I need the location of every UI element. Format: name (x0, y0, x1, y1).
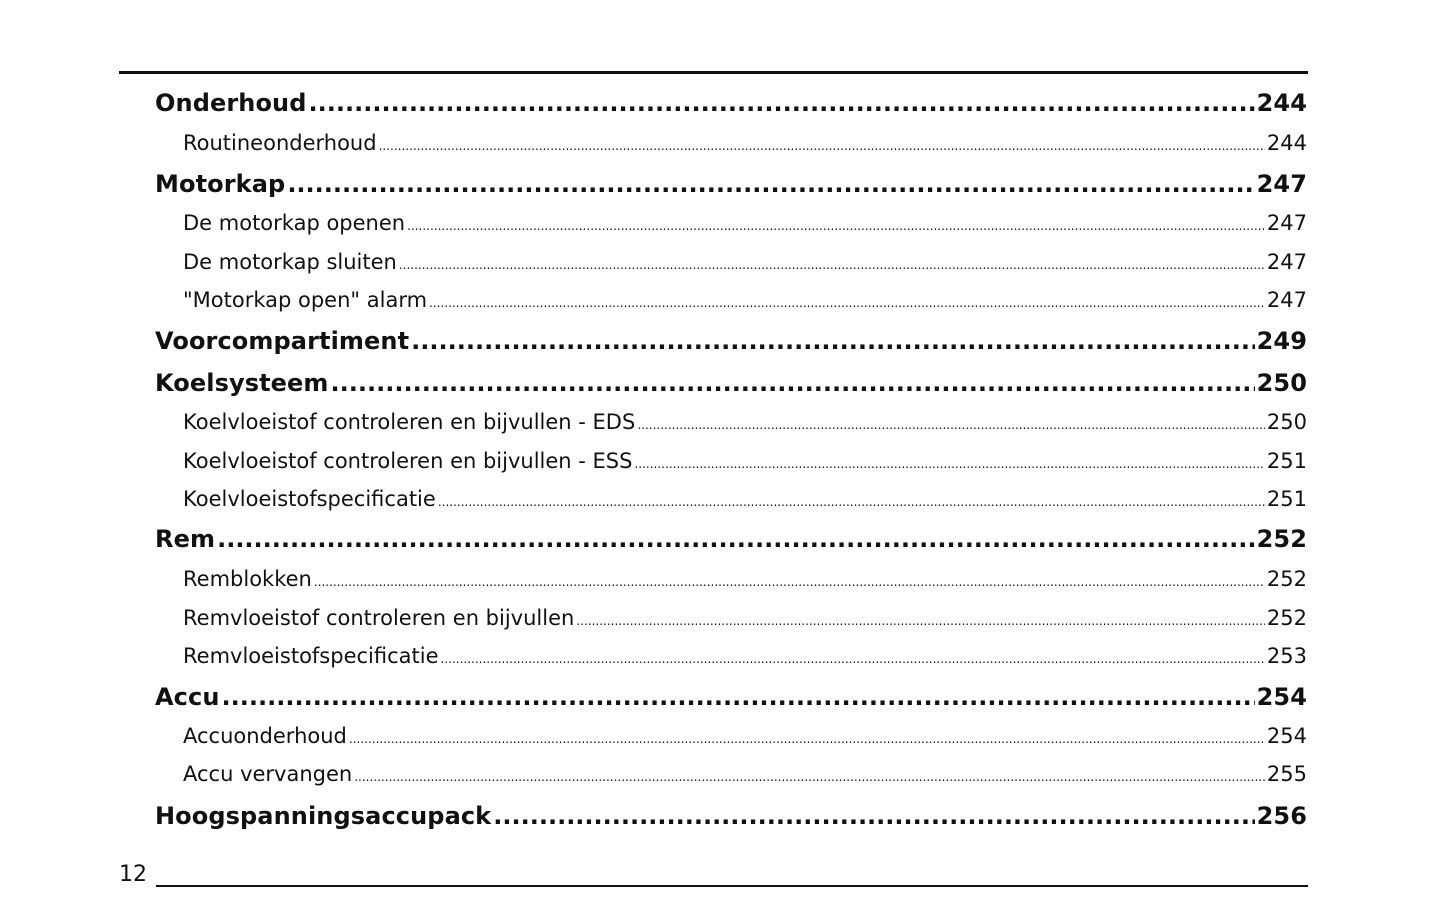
toc-dot-leader (493, 802, 1254, 830)
toc-dot-leader (407, 219, 1265, 233)
toc-dot-leader (438, 495, 1265, 509)
toc-entry-remvloeistof[interactable] (183, 606, 1307, 630)
toc-dot-leader (354, 770, 1265, 784)
toc-dot-leader (331, 369, 1255, 397)
toc-entry-hoogspanningsaccupack[interactable] (155, 802, 1307, 830)
page-number: 12 (119, 862, 147, 887)
toc-entry-title: Koelvloeistof controleren en bijvullen - EDS (183, 410, 636, 434)
toc-entry-page: 254 (1256, 683, 1307, 711)
toc-entry-page: 244 (1256, 89, 1307, 117)
toc-entry-page: 251 (1266, 487, 1307, 511)
toc-entry-page: 249 (1256, 327, 1307, 355)
page-footer (119, 862, 1308, 892)
toc-entry-page: 254 (1266, 724, 1307, 748)
toc-entry-title: Accu (155, 683, 220, 711)
toc-entry-title: Accuonderhoud (183, 724, 347, 748)
toc-dot-leader (217, 525, 1255, 553)
toc-entry-rem[interactable] (155, 525, 1307, 553)
toc-entry-page: 256 (1256, 802, 1307, 830)
toc-entry-page: 253 (1266, 644, 1307, 668)
toc-entry-title: Motorkap (155, 170, 286, 198)
toc-entry-title: De motorkap sluiten (183, 250, 397, 274)
toc-entry-title: Remblokken (183, 567, 312, 591)
toc-dot-leader (637, 418, 1265, 432)
toc-entry-page: 252 (1256, 525, 1307, 553)
toc-entry-title: "Motorkap open" alarm (183, 288, 428, 312)
toc-entry-title: Voorcompartiment (155, 327, 410, 355)
toc-entry-motorkap-sluiten[interactable] (183, 250, 1307, 274)
toc-entry-remblokken[interactable] (183, 567, 1307, 591)
toc-dot-leader (576, 614, 1265, 628)
toc-entry-title: Koelsysteem (155, 369, 329, 397)
toc-dot-leader (287, 170, 1254, 198)
toc-entry-koelsysteem[interactable] (155, 369, 1307, 397)
toc-entry-routineonderhoud[interactable] (183, 131, 1307, 155)
toc-entry-motorkap[interactable] (155, 170, 1307, 198)
toc-entry-page: 244 (1266, 131, 1307, 155)
toc-dot-leader (634, 457, 1264, 471)
toc-entry-koelvloeistof-ess[interactable] (183, 449, 1307, 473)
toc-entry-motorkap-openen[interactable] (183, 211, 1307, 235)
toc-entry-page: 251 (1266, 449, 1307, 473)
toc-entry-koelvloeistofspecificatie[interactable] (183, 487, 1307, 511)
toc-entry-page: 247 (1266, 211, 1307, 235)
toc-entry-title: De motorkap openen (183, 211, 406, 235)
toc-dot-leader (309, 89, 1255, 117)
toc-entry-page: 250 (1256, 369, 1307, 397)
toc-entry-accuonderhoud[interactable] (183, 724, 1307, 748)
toc-dot-leader (399, 258, 1265, 272)
toc-entry-page: 247 (1266, 250, 1307, 274)
toc-entry-page: 252 (1266, 567, 1307, 591)
toc-entry-koelvloeistof-eds[interactable] (183, 410, 1307, 434)
toc-entry-title: Koelvloeistofspecificatie (183, 487, 436, 511)
toc-dot-leader (411, 327, 1254, 355)
toc-dot-leader (314, 575, 1265, 589)
toc-entry-title: Koelvloeistof controleren en bijvullen - ESS (183, 449, 633, 473)
toc-entry-page: 252 (1266, 606, 1307, 630)
toc-entry-title: Hoogspanningsaccupack (155, 802, 492, 830)
toc-entry-accu-vervangen[interactable] (183, 762, 1307, 786)
toc-entry-title: Routineonderhoud (183, 131, 377, 155)
toc-entry-title: Onderhoud (155, 89, 307, 117)
toc-entry-title: Remvloeistof controleren en bijvullen (183, 606, 575, 630)
toc-entry-accu[interactable] (155, 683, 1307, 711)
toc-dot-leader (379, 139, 1265, 153)
toc-entry-page: 255 (1266, 762, 1307, 786)
toc-entry-title: Rem (155, 525, 216, 553)
toc-dot-leader (349, 732, 1265, 746)
toc-entry-title: Remvloeistofspecificatie (183, 644, 439, 668)
bottom-rule (156, 885, 1308, 887)
toc-dot-leader (222, 683, 1255, 711)
toc-entry-page: 247 (1256, 170, 1307, 198)
toc-entry-page: 250 (1266, 410, 1307, 434)
toc-entry-onderhoud[interactable] (155, 89, 1307, 117)
toc-dot-leader (429, 296, 1265, 310)
toc-entry-remvloeistofspecificatie[interactable] (183, 644, 1307, 668)
toc-entry-voorcompartiment[interactable] (155, 327, 1307, 355)
toc-dot-leader (441, 652, 1265, 666)
toc-entry-page: 247 (1266, 288, 1307, 312)
toc-entry-title: Accu vervangen (183, 762, 353, 786)
toc-entry-motorkap-open-alarm[interactable] (183, 288, 1307, 312)
